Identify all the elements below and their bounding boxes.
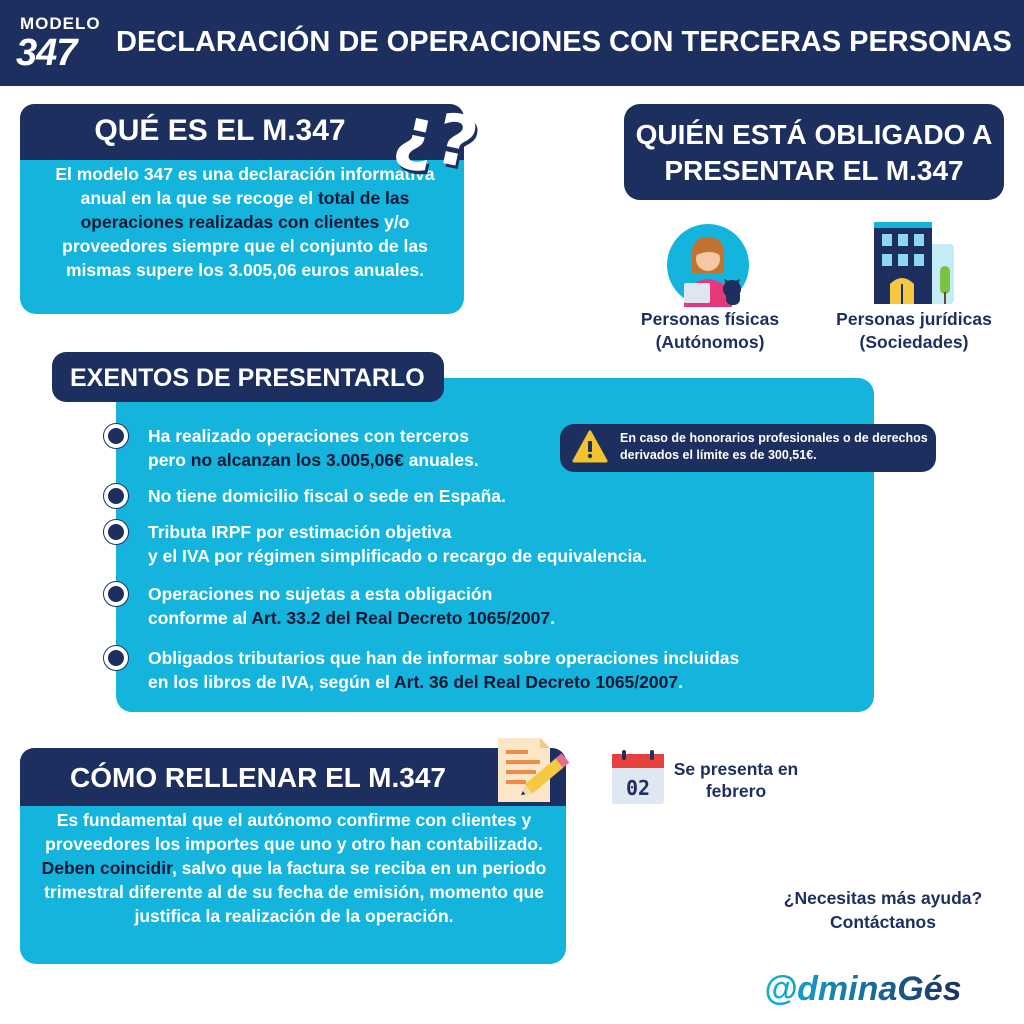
note-text: En caso de honorarios profesionales o de derechos derivados el límite es de 300,51€. bbox=[620, 431, 928, 462]
personas-fisicas-label: Personas físicas (Autónomos) bbox=[640, 309, 780, 352]
help-question: ¿Necesitas más ayuda? bbox=[783, 888, 983, 908]
como-title: CÓMO RELLENAR EL M.347 bbox=[70, 762, 446, 793]
bullet-icon bbox=[104, 582, 128, 606]
exentos-title: EXENTOS DE PRESENTARLO bbox=[52, 352, 444, 402]
calendar-day: 02 bbox=[625, 776, 651, 800]
presentation-date-text: Se presenta en febrero bbox=[673, 759, 799, 801]
exento-item-2: No tiene domicilio fiscal o sede en España. bbox=[148, 486, 506, 506]
que-es-title: QUÉ ES EL M.347 bbox=[94, 114, 346, 147]
bullet-icon bbox=[104, 520, 128, 544]
person-freelancer-icon bbox=[666, 223, 750, 307]
contact-link[interactable]: Contáctanos bbox=[830, 912, 936, 932]
bullet-icon bbox=[104, 424, 128, 448]
help-contact[interactable] bbox=[760, 886, 1006, 934]
como-header bbox=[20, 748, 566, 806]
exento-item-5: Obligados tributarios que han de informar sobre operaciones incluidas en los libros de IVA, según el Art. 36 del Real Decreto 1065/2007. bbox=[148, 648, 740, 692]
question-mark-icon: ¿? bbox=[388, 88, 485, 186]
honorarios-note bbox=[560, 424, 936, 472]
como-text: Es fundamental que el autónomo confirme con clientes y proveedores los importes que uno y otro han contabilizado. Deben coincidir, salvo que la factura se reciba en un periodo trimestral diferente al de su fecha de emisión, momento que justifica la realización de la operación. bbox=[41, 810, 547, 926]
warning-icon bbox=[572, 430, 608, 464]
quien-title: QUIÉN ESTÁ OBLIGADO A PRESENTAR EL M.347 bbox=[624, 104, 1004, 200]
bullet-icon bbox=[104, 484, 128, 508]
adminages-logo bbox=[762, 966, 1012, 1010]
personas-juridicas-label: Personas jurídicas (Sociedades) bbox=[836, 309, 992, 352]
que-es-header bbox=[20, 88, 485, 186]
modelo-number: 347 bbox=[16, 32, 77, 74]
logo-wordmark: @dminaGés bbox=[764, 970, 962, 1008]
exento-item-3: Tributa IRPF por estimación objetiva y el IVA por régimen simplificado o recargo de equivalencia. bbox=[148, 522, 647, 566]
bullet-icon bbox=[104, 646, 128, 670]
que-es-text: El modelo 347 es una declaración informativa anual en la que se recoge el total de las operaciones realizadas con clientes y/o proveedores siempre que el conjunto de las mismas supere los 3.005,06 euros anuales. bbox=[55, 164, 435, 280]
que-es-highlight: total de las operaciones realizadas con clientes bbox=[80, 188, 410, 232]
building-company-icon bbox=[868, 222, 960, 306]
como-panel bbox=[20, 796, 566, 964]
como-highlight: Deben coincidir bbox=[41, 858, 172, 878]
que-es-panel bbox=[20, 150, 464, 314]
calendar-icon bbox=[610, 748, 666, 806]
page-header bbox=[0, 0, 1024, 86]
page-title: DECLARACIÓN DE OPERACIONES CON TERCERAS PERSONAS bbox=[116, 26, 1012, 58]
exento-item-4: Operaciones no sujetas a esta obligación conforme al Art. 33.2 del Real Decreto 1065/2007. bbox=[148, 584, 555, 628]
document-pencil-icon bbox=[494, 736, 574, 802]
modelo-label: MODELO bbox=[20, 14, 101, 33]
exento-item-1: Ha realizado operaciones con terceros pero no alcanzan los 3.005,06€ anuales. bbox=[148, 426, 479, 470]
